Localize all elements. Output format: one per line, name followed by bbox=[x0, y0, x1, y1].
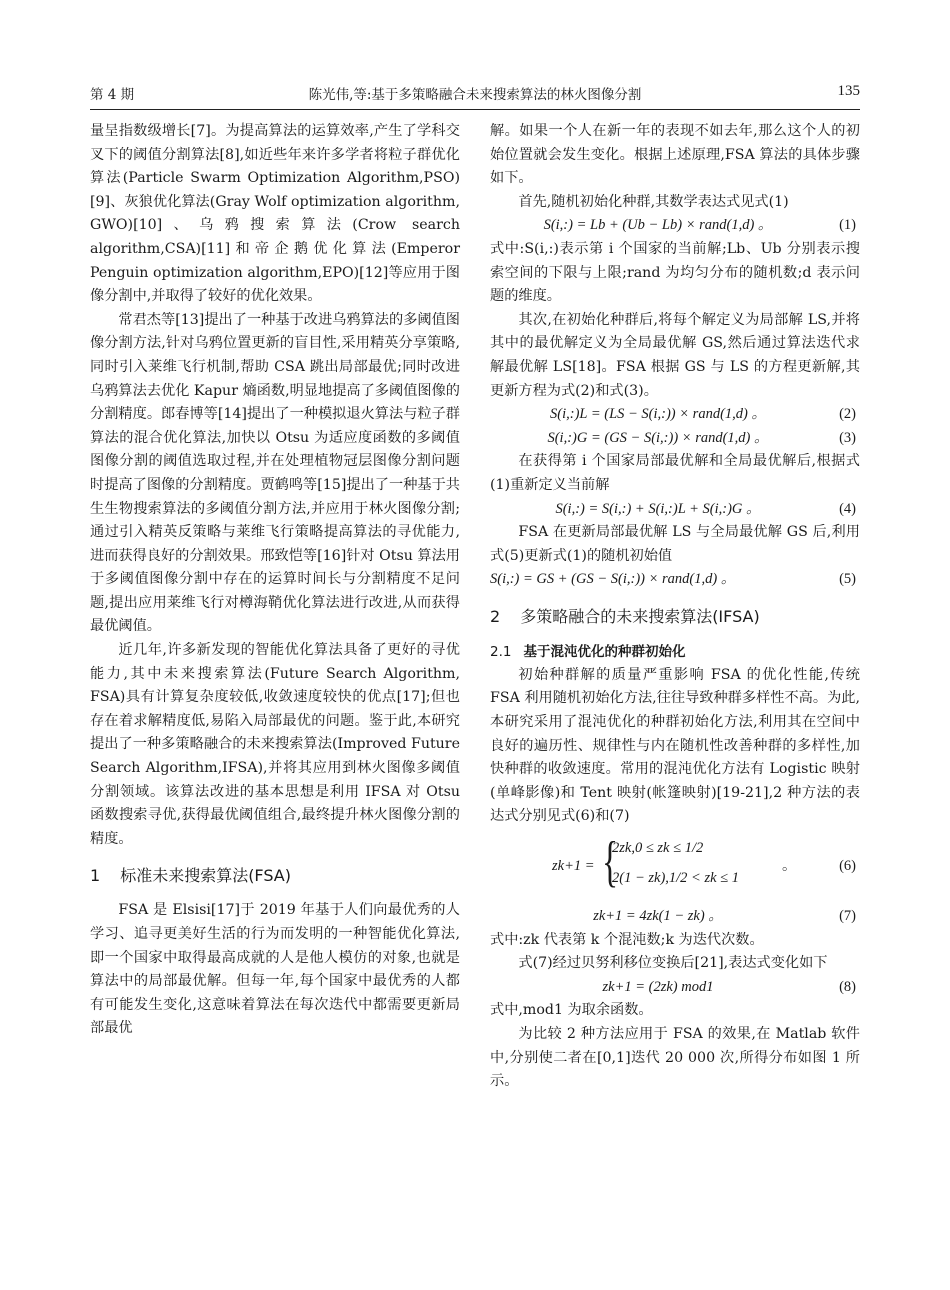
section-heading bbox=[90, 863, 460, 889]
section-heading bbox=[490, 604, 860, 630]
piecewise-equation bbox=[490, 831, 860, 901]
equation-number: (3) bbox=[839, 429, 856, 446]
paragraph: 常君杰等[13]提出了一种基于改进乌鸦算法的多阈值图像分割方法,针对乌鸦位置更新的盲目性,采用精英分享策略,同时引入莱维飞行机制,帮助 CSA 跳出局部最优;同时改进乌鸦算法去优化 Kapur 熵函数,明显地提高了多阈值图像的分割精度。郎春博等[14]提出了一种模拟退火算法与粒子群算法的混合优化算法,加快以 Otsu 为适应度函数的多阈值图像分割的阈值选取过程,并在处理植物冠层图像分割问题时提高了图像的分割精度。贾鹤鸣等[15]提出了一种基于共生生物搜索算法的多阈值分割方法,并应用于林火图像分割;通过引入精英反策略与莱维飞行策略提高算法的寻优能力,进而获得良好的分割效果。邢致恺等[16]针对 Otsu 算法用于多阈值图像分割中存在的运算时间长与分割精度不足问题,提出应用莱维飞行对樽海鞘优化算法进行改进,从而获得最优阈值。 bbox=[90, 311, 460, 635]
equation-number: (6) bbox=[839, 858, 856, 875]
equation-body: S(i,:) = GS + (GS − S(i,:)) × rand(1,d) 。 bbox=[490, 571, 736, 588]
subsection-number: 2.1 bbox=[490, 643, 512, 660]
paragraph: 式中:zk 代表第 k 个混沌数;k 为迭代次数。 bbox=[490, 931, 764, 948]
equation-number: (4) bbox=[839, 500, 856, 517]
equation-number: (2) bbox=[839, 406, 856, 423]
equation bbox=[490, 568, 860, 592]
equation-body: S(i,:)G = (GS − S(i,:)) × rand(1,d) 。 bbox=[547, 429, 769, 446]
paragraph: FSA 在更新局部最优解 LS 与全局最优解 GS 后,利用式(5)更新式(1)的随机初始值 bbox=[490, 524, 860, 564]
paragraph: 其次,在初始化种群后,将每个解定义为局部解 LS,并将其中的最优解定义为全局最优解 GS,然后通过算法迭代求解最优解 LS[18]。FSA 根据 GS 与 LS 的方程更新解,其更新方程为式(2)和式(3)。 bbox=[490, 311, 860, 399]
paragraph: FSA 是 Elsisi[17]于 2019 年基于人们向最优秀的人学习、追寻更美好生活的行为而发明的一种智能优化算法,即一个国家中取得最高成就的人是他人模仿的对象,也就是算法中的局部最优解。但每一年,每个国家中最优秀的人都有可能发生变化,这意味着算法在每次迭代中都需要更新局部最优 bbox=[90, 902, 460, 1037]
paragraph: 量呈指数级增长[7]。为提高算法的运算效率,产生了学科交叉下的阈值分割算法[8],如近些年来许多学者将粒子群优化算法(Particle Swarm Optimization Algorithm,PSO)[9]、灰狼优化算法(Gray Wolf optimization algorithm, GWO)[10]、乌鸦搜索算法(Crow search algorithm,CSA)[11]和帝企鹅优化算法(Emperor Penguin optimization algorithm,EPO)[12]等应用于图像分割中,并取得了较好的优化效果。 bbox=[90, 123, 460, 305]
equation-case: 2(1 − zk),1/2 < zk ≤ 1 bbox=[612, 870, 739, 887]
running-header bbox=[90, 83, 860, 110]
section-number: 1 bbox=[90, 866, 101, 886]
equation bbox=[490, 214, 860, 238]
equation-number: (8) bbox=[839, 978, 856, 995]
running-title: 陈光伟,等:基于多策略融合未来搜索算法的林火图像分割 bbox=[308, 87, 642, 103]
section-title: 标准未来搜索算法(FSA) bbox=[120, 866, 291, 886]
issue-number: 第 4 期 bbox=[90, 87, 135, 103]
subsection-heading bbox=[490, 640, 860, 664]
right-column bbox=[490, 120, 860, 1094]
equation-body: zk+1 = 4zk(1 − zk) 。 bbox=[593, 908, 723, 925]
equation-body: S(i,:)L = (LS − S(i,:)) × rand(1,d) 。 bbox=[550, 406, 766, 423]
paragraph: 式中,mod1 为取余函数。 bbox=[490, 1002, 653, 1019]
page-number: 135 bbox=[837, 83, 860, 99]
equation-case: 2zk,0 ≤ zk ≤ 1/2 bbox=[612, 840, 704, 857]
left-column bbox=[90, 120, 460, 1041]
paragraph: 在获得第 i 个国家局部最优解和全局最优解后,根据式(1)重新定义当前解 bbox=[490, 453, 860, 493]
paragraph: 初始种群解的质量严重影响 FSA 的优化性能,传统 FSA 利用随机初始化方法,往往导致种群多样性不高。为此,本研究采用了混沌优化的种群初始化方法,利用其在空间中良好的遍历性、规律性与内在随机性改善种群的多样性,加快种群的收敛速度。常用的混沌优化方法有 Logistic 映射(单峰影像)和 Tent 映射(帐篷映射)[19-21],2 种方法的表达式分别见式(6)和(7) bbox=[490, 666, 860, 825]
equation-body: zk+1 = (2zk) mod1 bbox=[602, 978, 714, 995]
section-number: 2 bbox=[490, 606, 501, 626]
equation bbox=[490, 498, 860, 522]
paragraph: 首先,随机初始化种群,其数学表达式见式(1) bbox=[518, 193, 789, 210]
equation bbox=[490, 976, 860, 1000]
subsection-title: 基于混沌优化的种群初始化 bbox=[523, 643, 686, 660]
equation-body: S(i,:) = Lb + (Ub − Lb) × rand(1,d) 。 bbox=[543, 217, 773, 234]
paragraph: 近几年,许多新发现的智能优化算法具备了更好的寻优能力,其中未来搜索算法(Future Search Algorithm, FSA)具有计算复杂度较低,收敛速度较快的优点[17];但也存在着求解精度低,易陷入局部最优的问题。鉴于此,本研究提出了一种多策略融合的未来搜索算法(Improved Future Search Algorithm,IFSA),并将其应用到林火图像多阈值分割领域。该算法改进的基本思想是利用 IFSA 对 Otsu 函数搜索寻优,获得最优阈值组合,最终提升林火图像分割的精度。 bbox=[90, 642, 460, 847]
equation-number: (1) bbox=[839, 217, 856, 234]
paragraph: 解。如果一个人在新一年的表现不如去年,那么这个人的初始位置就会发生变化。根据上述原理,FSA 算法的具体步骤如下。 bbox=[490, 123, 860, 187]
equation-body: S(i,:) = S(i,:) + S(i,:)L + S(i,:)G 。 bbox=[555, 500, 761, 517]
equation-number: (5) bbox=[839, 571, 856, 588]
equation bbox=[490, 427, 860, 451]
equation-number: (7) bbox=[839, 908, 856, 925]
paragraph: 式中:S(i,:)表示第 i 个国家的当前解;Lb、Ub 分别表示搜索空间的下限与上限;rand 为均匀分布的随机数;d 表示问题的维度。 bbox=[490, 240, 860, 305]
paragraph: 式(7)经过贝努利移位变换后[21],表达式变化如下 bbox=[518, 955, 828, 972]
equation bbox=[490, 905, 860, 929]
paragraph: 为比较 2 种方法应用于 FSA 的效果,在 Matlab 软件中,分别使二者在[0,1]迭代 20 000 次,所得分布如图 1 所示。 bbox=[490, 1026, 860, 1090]
section-title: 多策略融合的未来搜索算法(IFSA) bbox=[520, 606, 760, 626]
left-brace-icon: { bbox=[602, 831, 619, 894]
equation bbox=[490, 403, 860, 427]
equation-lhs: zk+1 = bbox=[552, 858, 595, 875]
equation-end: 。 bbox=[782, 858, 797, 875]
